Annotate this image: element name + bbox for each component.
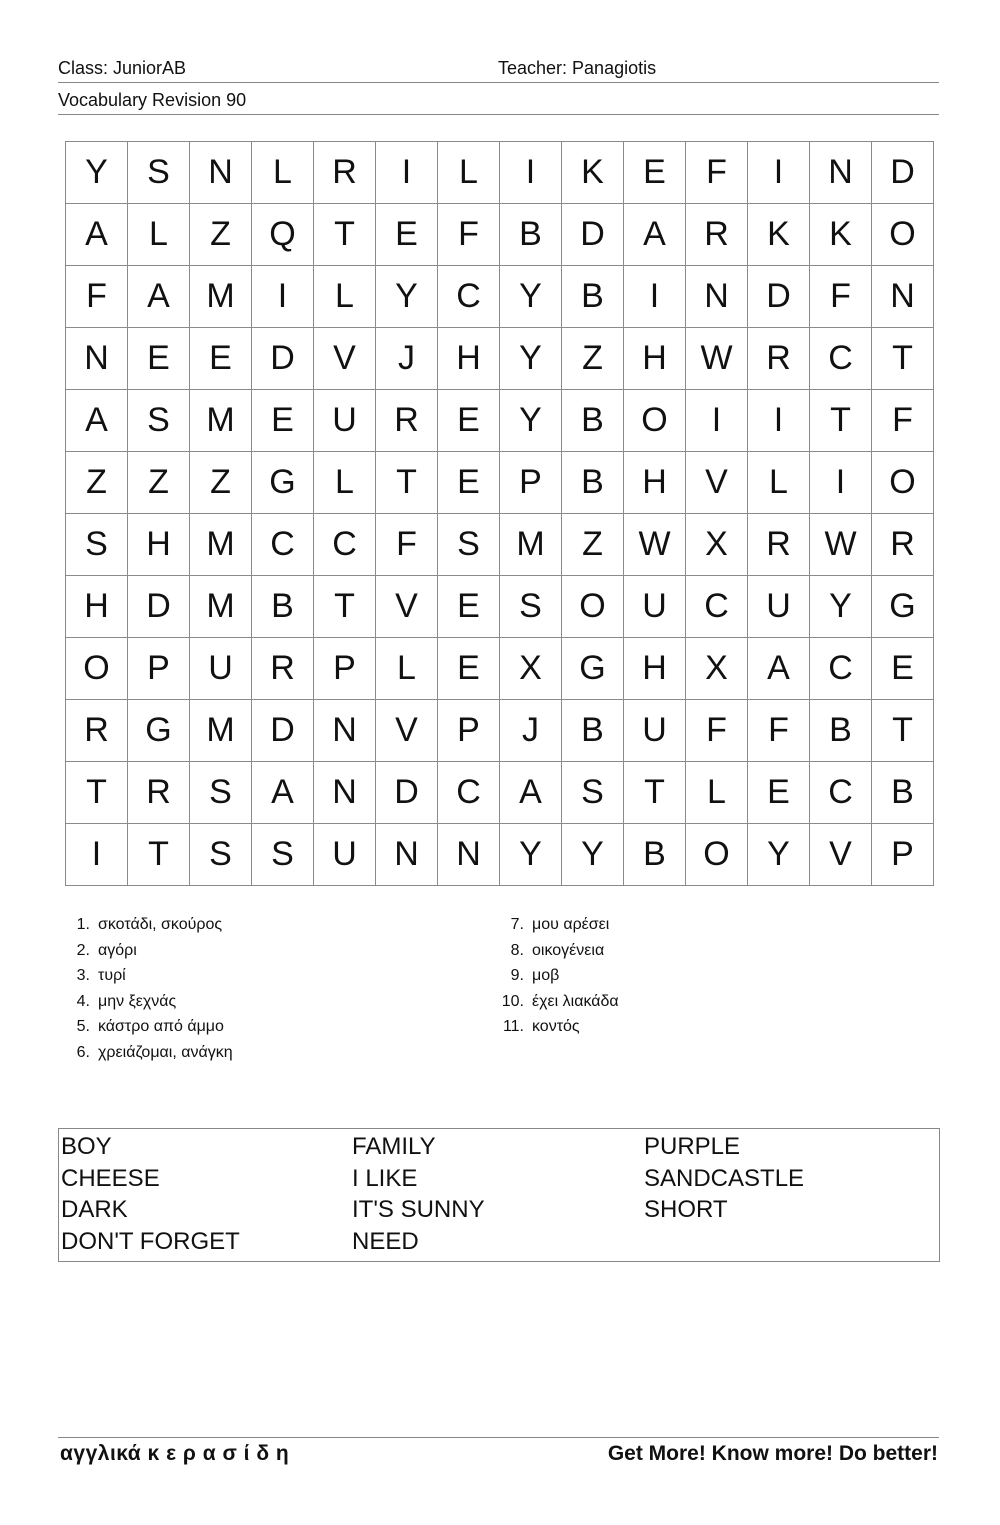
grid-cell[interactable]: A <box>252 762 314 824</box>
grid-cell[interactable]: A <box>66 204 128 266</box>
grid-cell[interactable]: B <box>872 762 934 824</box>
clue-number: 3. <box>76 967 90 985</box>
grid-cell[interactable]: L <box>128 204 190 266</box>
grid-cell[interactable]: G <box>128 700 190 762</box>
grid-cell[interactable]: M <box>190 700 252 762</box>
grid-cell[interactable]: K <box>748 204 810 266</box>
grid-cell[interactable]: O <box>686 824 748 886</box>
grid-cell[interactable]: M <box>190 576 252 638</box>
teacher-label: Teacher: Panagiotis <box>498 58 657 78</box>
grid-cell[interactable]: C <box>438 266 500 328</box>
grid-cell[interactable]: T <box>376 452 438 514</box>
clue-text: χρειάζομαι, ανάγκη <box>98 1043 233 1061</box>
grid-cell[interactable]: L <box>748 452 810 514</box>
grid-cell[interactable]: I <box>252 266 314 328</box>
grid-cell[interactable]: N <box>314 762 376 824</box>
word-bank-column-3 <box>644 1131 804 1226</box>
grid-cell[interactable]: V <box>686 452 748 514</box>
clue-item <box>496 989 896 1015</box>
clue-number: 9. <box>510 967 524 985</box>
clue-text: μοβ <box>532 967 560 985</box>
grid-cell[interactable]: E <box>438 576 500 638</box>
grid-cell[interactable]: C <box>810 328 872 390</box>
clue-number: 11. <box>502 1018 524 1036</box>
grid-cell[interactable]: O <box>562 576 624 638</box>
clue-text: μου αρέσει <box>532 916 610 933</box>
word-bank-word: SHORT <box>644 1196 728 1224</box>
clue-text: σκοτάδι, σκούρος <box>98 916 223 933</box>
grid-cell[interactable]: B <box>562 700 624 762</box>
grid-cell[interactable]: R <box>252 638 314 700</box>
grid-cell[interactable]: S <box>438 514 500 576</box>
grid-cell[interactable]: U <box>624 576 686 638</box>
grid-cell[interactable]: U <box>314 390 376 452</box>
grid-cell[interactable]: H <box>128 514 190 576</box>
grid-cell[interactable]: A <box>66 390 128 452</box>
grid-cell[interactable]: H <box>66 576 128 638</box>
clue-item <box>496 1014 896 1040</box>
grid-row <box>66 204 934 266</box>
footer-brand: αγγλικά κ ε ρ α σ ί δ η <box>60 1442 290 1465</box>
grid-cell[interactable]: P <box>128 638 190 700</box>
grid-cell[interactable]: Z <box>562 514 624 576</box>
word-bank-word: CHEESE <box>61 1164 160 1192</box>
word-bank-column-2 <box>352 1131 485 1258</box>
clue-item <box>62 1014 462 1040</box>
clue-item <box>496 912 896 938</box>
grid-cell[interactable]: M <box>500 514 562 576</box>
grid-cell[interactable]: D <box>376 762 438 824</box>
grid-cell[interactable]: V <box>376 576 438 638</box>
grid-cell[interactable]: Q <box>252 204 314 266</box>
clue-number: 1. <box>76 916 90 933</box>
clue-item <box>62 963 462 989</box>
grid-cell[interactable]: C <box>810 762 872 824</box>
grid-cell[interactable]: J <box>500 700 562 762</box>
grid-cell[interactable]: P <box>500 452 562 514</box>
grid-cell[interactable]: E <box>748 762 810 824</box>
header-row-1 <box>58 58 939 83</box>
grid-cell[interactable]: Z <box>190 204 252 266</box>
grid-cell[interactable]: F <box>66 266 128 328</box>
grid-cell[interactable]: S <box>190 824 252 886</box>
grid-cell[interactable]: I <box>686 390 748 452</box>
grid-cell[interactable]: I <box>66 824 128 886</box>
clue-number: 4. <box>76 992 90 1010</box>
grid-cell[interactable]: C <box>252 514 314 576</box>
grid-cell[interactable]: P <box>314 638 376 700</box>
footer-divider <box>58 1437 939 1438</box>
grid-cell[interactable]: R <box>686 204 748 266</box>
grid-cell[interactable]: R <box>748 514 810 576</box>
grid-cell[interactable]: Z <box>128 452 190 514</box>
grid-cell[interactable]: N <box>314 700 376 762</box>
class-label: Class: JuniorAB <box>58 58 187 78</box>
grid-cell[interactable]: T <box>314 576 376 638</box>
clue-list-left <box>62 912 462 1066</box>
grid-cell[interactable]: P <box>872 824 934 886</box>
grid-cell[interactable]: K <box>562 142 624 204</box>
clue-text: μην ξεχνάς <box>98 992 177 1010</box>
clue-item <box>62 912 462 938</box>
grid-cell[interactable]: U <box>314 824 376 886</box>
grid-cell[interactable]: X <box>686 514 748 576</box>
grid-cell[interactable]: I <box>748 390 810 452</box>
grid-cell[interactable]: F <box>686 142 748 204</box>
clue-item <box>62 989 462 1015</box>
grid-row <box>66 390 934 452</box>
grid-cell[interactable]: S <box>128 390 190 452</box>
grid-row <box>66 576 934 638</box>
grid-cell[interactable]: H <box>624 638 686 700</box>
grid-cell[interactable]: N <box>438 824 500 886</box>
grid-row <box>66 824 934 886</box>
grid-cell[interactable]: E <box>438 390 500 452</box>
grid-cell[interactable]: K <box>810 204 872 266</box>
grid-cell[interactable]: Y <box>500 328 562 390</box>
grid-cell[interactable]: N <box>376 824 438 886</box>
worksheet-title: Vocabulary Revision 90 <box>58 90 247 110</box>
grid-cell[interactable]: E <box>190 328 252 390</box>
grid-cell[interactable]: B <box>624 824 686 886</box>
grid-cell[interactable]: F <box>748 700 810 762</box>
grid-cell[interactable]: L <box>252 142 314 204</box>
grid-cell[interactable]: O <box>66 638 128 700</box>
grid-cell[interactable]: U <box>748 576 810 638</box>
grid-cell[interactable]: A <box>748 638 810 700</box>
clue-text: έχει λιακάδα <box>532 992 619 1010</box>
grid-cell[interactable]: B <box>562 266 624 328</box>
grid-cell[interactable]: L <box>314 266 376 328</box>
word-bank-word: PURPLE <box>644 1133 741 1160</box>
grid-cell[interactable]: O <box>872 204 934 266</box>
grid-cell[interactable]: H <box>624 452 686 514</box>
clue-list-right <box>496 912 896 1040</box>
grid-cell[interactable]: O <box>872 452 934 514</box>
clue-number: 7. <box>510 916 524 933</box>
grid-cell[interactable]: P <box>438 700 500 762</box>
grid-cell[interactable]: E <box>872 638 934 700</box>
grid-cell[interactable]: E <box>376 204 438 266</box>
clue-number: 10. <box>501 992 524 1010</box>
grid-cell[interactable]: W <box>810 514 872 576</box>
grid-cell[interactable]: M <box>190 266 252 328</box>
grid-row <box>66 762 934 824</box>
grid-cell[interactable]: R <box>748 328 810 390</box>
grid-cell[interactable]: S <box>500 576 562 638</box>
grid-cell[interactable]: T <box>872 328 934 390</box>
grid-cell[interactable]: S <box>190 762 252 824</box>
grid-cell[interactable]: E <box>438 452 500 514</box>
grid-cell[interactable]: L <box>438 142 500 204</box>
grid-cell[interactable]: D <box>252 328 314 390</box>
grid-cell[interactable]: J <box>376 328 438 390</box>
grid-cell[interactable]: O <box>624 390 686 452</box>
grid-row <box>66 452 934 514</box>
grid-cell[interactable]: N <box>66 328 128 390</box>
clue-item <box>62 1040 462 1066</box>
grid-cell[interactable]: B <box>810 700 872 762</box>
grid-cell[interactable]: X <box>686 638 748 700</box>
grid-cell[interactable]: M <box>190 514 252 576</box>
grid-cell[interactable]: B <box>500 204 562 266</box>
grid-cell[interactable]: U <box>190 638 252 700</box>
word-bank-word: I LIKE <box>352 1164 418 1192</box>
grid-cell[interactable]: C <box>438 762 500 824</box>
grid-cell[interactable]: Y <box>500 266 562 328</box>
clue-text: κοντός <box>532 1018 580 1036</box>
grid-cell[interactable]: Y <box>66 142 128 204</box>
grid-cell[interactable]: G <box>252 452 314 514</box>
grid-cell[interactable]: W <box>624 514 686 576</box>
grid-cell[interactable]: Y <box>810 576 872 638</box>
grid-cell[interactable]: F <box>872 390 934 452</box>
grid-cell[interactable]: H <box>438 328 500 390</box>
word-bank-word: BOY <box>61 1133 112 1160</box>
grid-cell[interactable]: R <box>376 390 438 452</box>
grid-cell[interactable]: S <box>252 824 314 886</box>
grid-cell[interactable]: U <box>624 700 686 762</box>
grid-cell[interactable]: T <box>624 762 686 824</box>
grid-cell[interactable]: L <box>376 638 438 700</box>
clue-number: 6. <box>76 1043 90 1061</box>
grid-cell[interactable]: H <box>624 328 686 390</box>
grid-cell[interactable]: M <box>190 390 252 452</box>
grid-cell[interactable]: T <box>128 824 190 886</box>
grid-cell[interactable]: A <box>128 266 190 328</box>
grid-cell[interactable]: N <box>810 142 872 204</box>
grid-cell[interactable]: Y <box>748 824 810 886</box>
grid-cell[interactable]: D <box>128 576 190 638</box>
grid-cell[interactable]: T <box>314 204 376 266</box>
grid-cell[interactable]: C <box>686 576 748 638</box>
grid-cell[interactable]: R <box>314 142 376 204</box>
grid-cell[interactable]: V <box>810 824 872 886</box>
grid-cell[interactable]: N <box>190 142 252 204</box>
word-bank-column-1 <box>61 1131 240 1258</box>
clue-item <box>496 938 896 964</box>
grid-cell[interactable]: D <box>872 142 934 204</box>
grid-cell[interactable]: L <box>314 452 376 514</box>
grid-cell[interactable]: G <box>872 576 934 638</box>
word-bank-word: SANDCASTLE <box>644 1164 805 1192</box>
grid-row <box>66 328 934 390</box>
grid-row <box>66 638 934 700</box>
grid-cell[interactable]: D <box>252 700 314 762</box>
grid-cell[interactable]: N <box>872 266 934 328</box>
grid-cell[interactable]: B <box>562 452 624 514</box>
grid-cell[interactable]: S <box>128 142 190 204</box>
grid-cell[interactable]: C <box>314 514 376 576</box>
grid-cell[interactable]: I <box>376 142 438 204</box>
grid-cell[interactable]: N <box>686 266 748 328</box>
word-bank-word: NEED <box>352 1228 419 1256</box>
grid-cell[interactable]: I <box>624 266 686 328</box>
grid-row <box>66 514 934 576</box>
word-bank <box>58 1128 940 1262</box>
grid-cell[interactable]: Z <box>562 328 624 390</box>
word-bank-word: DON'T FORGET <box>61 1228 240 1256</box>
grid-cell[interactable]: I <box>810 452 872 514</box>
grid-cell[interactable]: I <box>748 142 810 204</box>
grid-cell[interactable]: Z <box>66 452 128 514</box>
grid-cell[interactable]: T <box>810 390 872 452</box>
grid-cell[interactable]: C <box>810 638 872 700</box>
word-bank-word: IT'S SUNNY <box>352 1196 485 1224</box>
grid-cell[interactable]: V <box>314 328 376 390</box>
grid-cell[interactable]: R <box>872 514 934 576</box>
grid-cell[interactable]: S <box>66 514 128 576</box>
grid-cell[interactable]: R <box>66 700 128 762</box>
footer-slogan: Get More! Know more! Do better! <box>607 1442 938 1465</box>
grid-cell[interactable]: A <box>624 204 686 266</box>
grid-cell[interactable]: T <box>66 762 128 824</box>
grid-cell[interactable]: B <box>562 390 624 452</box>
grid-cell[interactable]: Y <box>562 824 624 886</box>
grid-cell[interactable]: R <box>128 762 190 824</box>
grid-cell[interactable]: L <box>686 762 748 824</box>
grid-cell[interactable]: D <box>748 266 810 328</box>
grid-cell[interactable]: B <box>252 576 314 638</box>
grid-cell[interactable]: D <box>562 204 624 266</box>
clue-text: κάστρο από άμμο <box>98 1018 224 1036</box>
grid-cell[interactable]: F <box>376 514 438 576</box>
grid-cell[interactable]: Y <box>500 390 562 452</box>
clue-number: 2. <box>76 941 90 959</box>
word-search-grid <box>65 141 934 886</box>
clue-item <box>62 938 462 964</box>
grid-cell[interactable]: F <box>438 204 500 266</box>
clue-item <box>496 963 896 989</box>
grid-cell[interactable]: A <box>500 762 562 824</box>
grid-cell[interactable]: G <box>562 638 624 700</box>
grid-row <box>66 142 934 204</box>
clue-text: τυρί <box>98 967 126 985</box>
grid-cell[interactable]: T <box>872 700 934 762</box>
grid-cell[interactable]: E <box>624 142 686 204</box>
clue-number: 8. <box>510 941 524 959</box>
header-row-2 <box>58 90 939 115</box>
grid-cell[interactable]: I <box>500 142 562 204</box>
word-bank-word: FAMILY <box>352 1133 436 1160</box>
grid-cell[interactable]: V <box>376 700 438 762</box>
grid-cell[interactable]: F <box>810 266 872 328</box>
grid-cell[interactable]: E <box>252 390 314 452</box>
clue-number: 5. <box>76 1018 90 1036</box>
word-bank-word: DARK <box>61 1196 128 1224</box>
grid-cell[interactable]: E <box>438 638 500 700</box>
clue-text: οικογένεια <box>532 941 605 959</box>
grid-row <box>66 700 934 762</box>
clue-text: αγόρι <box>98 941 137 959</box>
grid-cell[interactable]: F <box>686 700 748 762</box>
grid-cell[interactable]: E <box>128 328 190 390</box>
grid-cell[interactable]: X <box>500 638 562 700</box>
grid-cell[interactable]: Y <box>500 824 562 886</box>
grid-cell[interactable]: W <box>686 328 748 390</box>
grid-cell[interactable]: S <box>562 762 624 824</box>
grid-cell[interactable]: Z <box>190 452 252 514</box>
grid-cell[interactable]: Y <box>376 266 438 328</box>
grid-row <box>66 266 934 328</box>
